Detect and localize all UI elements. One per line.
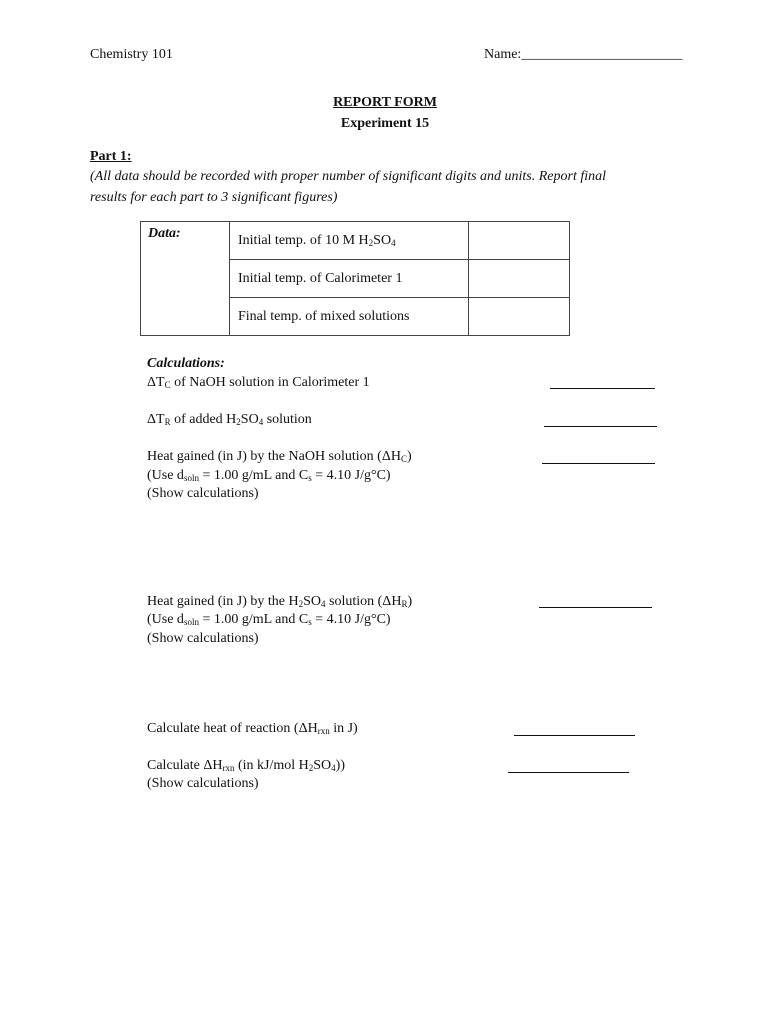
heat-h2so4-line3: (Show calculations) bbox=[147, 631, 259, 646]
final-temp-input[interactable] bbox=[469, 298, 570, 336]
calorimeter-temp-input[interactable] bbox=[469, 260, 570, 298]
delta-tc-label: $\Delta T_C$ of NaOH solution in Calorimeter 1 bbox=[147, 375, 370, 390]
part1-instructions-line2: results for each part to 3 significant figures) bbox=[90, 190, 338, 205]
part1-instructions-line1: (All data should be recorded with proper number of significant digits and units. Report final bbox=[90, 169, 607, 184]
calculations-heading: Calculations: bbox=[147, 356, 225, 371]
heat-rxn-answer-line[interactable] bbox=[514, 735, 635, 736]
dh-rxn-answer-line[interactable] bbox=[508, 772, 629, 773]
dh-rxn-line1: Calculate $\Delta H_{rxn}$ (in kJ/mol $H_2SO_4$)) bbox=[147, 758, 345, 773]
name-field[interactable]: Name:_______________________ bbox=[484, 47, 683, 62]
data-table bbox=[140, 221, 570, 336]
course-label: Chemistry 101 bbox=[90, 47, 173, 62]
heat-naoh-line2: (Use $d_{soln} = 1.00$ g/mL and $C_s = 4.10$ J/g°C) bbox=[147, 468, 391, 483]
data-label: Data: bbox=[141, 222, 230, 336]
heat-rxn-label: Calculate heat of reaction ($\Delta H_{rxn}$ in J) bbox=[147, 721, 358, 736]
initial-acid-temp-input[interactable] bbox=[469, 222, 570, 260]
dh-rxn-line2: (Show calculations) bbox=[147, 776, 259, 791]
table-row bbox=[141, 222, 570, 260]
row-final-temp-label: Final temp. of mixed solutions bbox=[230, 298, 469, 336]
heat-h2so4-line1: Heat gained (in J) by the $H_2SO_4$ solution $(\Delta H_R)$ bbox=[147, 594, 413, 609]
heat-naoh-answer-line[interactable] bbox=[542, 463, 655, 464]
heat-naoh-line1: Heat gained (in J) by the NaOH solution $(\Delta H_C)$ bbox=[147, 449, 412, 464]
delta-tc-answer-line[interactable] bbox=[550, 388, 655, 389]
row-initial-acid-temp-label: Initial temp. of 10 M $H_2SO_4$ bbox=[230, 222, 469, 260]
heat-h2so4-line2: (Use $d_{soln} = 1.00$ g/mL and $C_s = 4.10$ J/g°C) bbox=[147, 612, 391, 627]
delta-tr-label: $\Delta T_R$ of added $H_2SO_4$ solution bbox=[147, 412, 312, 427]
heat-h2so4-answer-line[interactable] bbox=[539, 607, 652, 608]
report-form-title: REPORT FORM bbox=[333, 95, 437, 110]
part1-heading: Part 1: bbox=[90, 149, 132, 164]
heat-naoh-line3: (Show calculations) bbox=[147, 486, 259, 501]
row-calorimeter-temp-label: Initial temp. of Calorimeter 1 bbox=[230, 260, 469, 298]
experiment-title: Experiment 15 bbox=[340, 116, 430, 131]
delta-tr-answer-line[interactable] bbox=[544, 426, 657, 427]
